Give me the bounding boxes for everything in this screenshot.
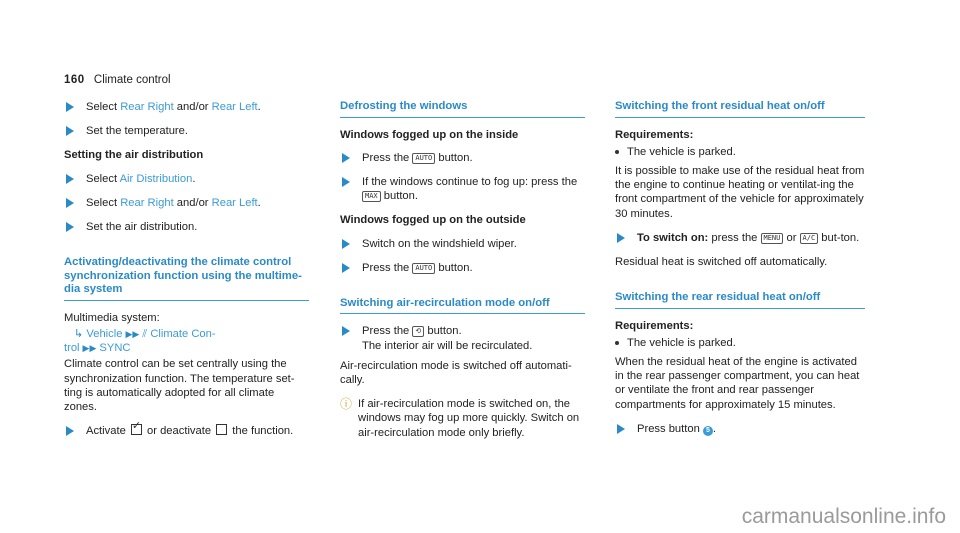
menu-path — [64, 327, 309, 341]
step-result: The interior air will be recirculated. — [362, 339, 533, 352]
section-heading-defrost: Defrosting the windows — [340, 100, 585, 118]
multimedia-label: Multimedia system: — [64, 311, 160, 324]
menu-path-separator-icon: ▶▶ — [125, 328, 140, 339]
step-windshield-wiper: Switch on the windshield wiper. — [340, 237, 585, 251]
menu-option-rear-left: Rear Left — [211, 101, 258, 113]
subheading-fogged-inside: Windows fogged up on the inside — [340, 128, 519, 141]
info-icon: ⓘ — [340, 397, 353, 412]
menu-path-separator-icon: ▶▶ — [82, 343, 97, 354]
step-press-recirculation: Press the ⟲ button. The interior air will be recirculated. — [340, 324, 585, 352]
climate-seat-icon: ⫽ — [142, 327, 148, 340]
menu-path-cont — [64, 341, 309, 355]
column-1 — [64, 100, 309, 448]
page-header — [64, 73, 171, 87]
step-arrow-icon — [342, 326, 350, 336]
column-2 — [340, 100, 585, 448]
menu-option-rear-left: Rear Left — [211, 196, 258, 209]
menu-option-rear-right: Rear Right — [120, 196, 174, 209]
sync-paragraph: Climate control can be set centrally using the synchronization function. The temperature set-ting is automatically adopted for all climate zones. — [64, 358, 295, 413]
front-residual-paragraph: It is possible to make use of the residual heat from the engine to continue heating or ventilat-ing the front compartment of the vehicle for approximately 30 minutes. — [615, 164, 865, 220]
auto-button-icon: AUTO — [412, 263, 435, 274]
menu-path-climate-control: Climate Con- — [150, 327, 216, 340]
step-select-zone-2: Select Rear Right and/or Rear Left. — [64, 196, 309, 210]
menu-option-air-distribution: Air Distribution — [119, 172, 193, 185]
step-select-zone: Select Rear Right and/or Rear Left. — [64, 100, 309, 114]
step-arrow-icon — [342, 263, 350, 273]
step-arrow-icon — [617, 424, 625, 434]
ac-rest-button-icon: A/C — [800, 233, 819, 244]
auto-button-icon: AUTO — [412, 153, 435, 164]
menu-path-climate-control-cont: trol — [64, 342, 80, 355]
step-set-temperature: Set the temperature. — [64, 124, 309, 138]
bullet-dot-icon — [615, 341, 619, 345]
bullet-dot-icon — [615, 150, 619, 154]
step-press-button-5: Press button 5 . — [615, 422, 865, 436]
callout-number-badge: 5 — [703, 426, 713, 436]
subheading-fogged-outside: Windows fogged up on the outside — [340, 214, 526, 227]
checkbox-unchecked-icon — [216, 424, 227, 435]
step-switch-on: To switch on: press the MENU or A/C but-ton. — [615, 231, 865, 245]
step-arrow-icon — [66, 102, 74, 112]
page-number: 160 — [64, 74, 85, 86]
step-arrow-icon — [617, 233, 625, 243]
checkbox-checked-icon: ✓ — [131, 424, 142, 435]
menu-path-sync: SYNC — [99, 342, 131, 355]
requirements-label: Requirements: — [615, 319, 694, 332]
recirculation-car-icon: ⟲ — [412, 326, 424, 337]
step-arrow-icon — [66, 426, 74, 436]
rear-residual-paragraph: When the residual heat of the engine is activated in the rear passenger compartment, you can heat or ventilate the front and rear passenger compartments for approximately 15 minutes. — [615, 356, 860, 411]
step-press-auto: Press the AUTO button. — [340, 151, 585, 165]
menu-path-hook-icon: ↳ — [74, 327, 84, 340]
menu-path-vehicle: Vehicle — [86, 327, 123, 340]
max-defrost-icon: MAX — [362, 191, 381, 202]
step-arrow-icon — [66, 222, 74, 232]
step-arrow-icon — [66, 174, 74, 184]
section-heading-front-residual-heat: Switching the front residual heat on/off — [615, 100, 865, 118]
section-heading-recirculation: Switching air-recirculation mode on/off — [340, 297, 585, 315]
step-press-auto-2: Press the AUTO button. — [340, 261, 585, 275]
step-arrow-icon — [342, 239, 350, 249]
requirement-item: The vehicle is parked. — [615, 145, 865, 159]
menu-rest-button-icon: MENU — [761, 233, 784, 244]
residual-off-paragraph: Residual heat is switched off automatically. — [615, 255, 828, 268]
step-arrow-icon — [342, 153, 350, 163]
requirement-item: The vehicle is parked. — [615, 336, 865, 350]
step-arrow-icon — [342, 177, 350, 187]
info-note: ⓘ If air-recirculation mode is switched on, the windows may fog up more quickly. Switch on air-recirculation mode only briefly. — [340, 397, 580, 439]
step-activate-sync: Activate ✓ or deactivate the function. — [64, 424, 309, 438]
menu-option-rear-right: Rear Right — [120, 101, 174, 113]
section-heading-sync: Activating/deactivating the climate control synchronization function using the multime-dia system — [64, 256, 309, 301]
section-heading-rear-residual-heat: Switching the rear residual heat on/off — [615, 291, 865, 309]
chapter-title: Climate control — [93, 74, 171, 86]
recirculation-paragraph: Air-recirculation mode is switched off automati-cally. — [340, 359, 572, 387]
requirements-label: Requirements: — [615, 128, 694, 141]
step-set-air-distribution: Set the air distribution. — [64, 220, 309, 234]
step-arrow-icon — [66, 126, 74, 136]
subheading-air-distribution: Setting the air distribution — [64, 149, 204, 162]
watermark: carmanualsonline.info — [741, 504, 946, 528]
step-arrow-icon — [66, 198, 74, 208]
column-3 — [615, 100, 865, 446]
step-press-max-defrost: If the windows continue to fog up: press the MAX button. — [340, 175, 585, 203]
step-select-air-distribution: Select Air Distribution. — [64, 172, 309, 186]
